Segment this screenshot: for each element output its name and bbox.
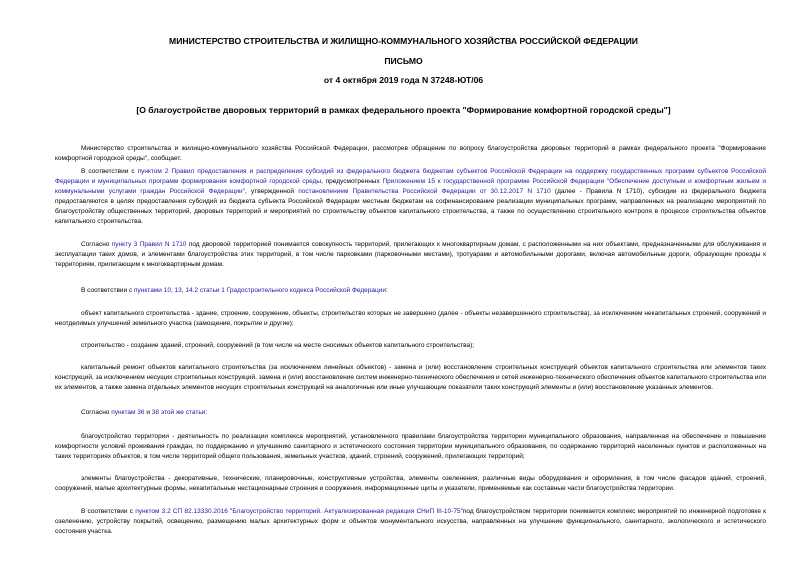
link-appendix-15[interactable]: Приложением 15 к государственной программе Российской Федерации "Обеспечение доступным и комфортным жильем и коммунальными услугами граждан Российской Федерации" xyxy=(55,178,766,195)
link-snip-title[interactable]: Благоустройство территорий. Актуализированная редакция СНиП III-10-75 xyxy=(232,508,461,515)
paragraph-text: под дворовой территорией понимается совокупность территорий, прилегающих к многоквартирным домам, с расположенными на них объектами, предназначенными для обслуживания и эксплуатации таких домов, и элементами благоустройства этих территорий, в том числе парковками (парковочными местами), тротуарами и автомобильными дорогами, включая автомобильные дороги, образующие проезды к территориям, прилегающим к многоквартирным домам. xyxy=(55,241,766,268)
ministry-heading: МИНИСТЕРСТВО СТРОИТЕЛЬСТВА И ЖИЛИЩНО-КОММУНАЛЬНОГО ХОЗЯЙСТВА РОССИЙСКОЙ ФЕДЕРАЦИИ xyxy=(169,36,638,46)
definition-construction: строительство - создание зданий, строений, сооружений (в том числе на месте сносимых объектов капитального строительства); xyxy=(81,342,475,349)
paragraph-text: , предусмотренных xyxy=(321,178,383,185)
date-number-heading: от 4 октября 2019 года N 37248-ЮТ/06 xyxy=(323,75,484,85)
definition-landscaping: благоустройство территории - деятельность по реализации комплекса мероприятий, установленного правилами благоустройства территории муниципального образования, направленная на обеспечение и повышение комфортности условий проживания граждан, по поддержанию и улучшению санитарного и эстетического состояния территории муниципального образования, по содержанию территорий населенных пунктов и расположенных на таких территориях объектов, в том числе территорий общего пользования, земельных участков, зданий, строений, сооружений, прилегающих территорий; xyxy=(55,433,766,460)
link-sp-82-item[interactable]: пунктом 3.2 СП 82.13330.2016 xyxy=(135,508,228,515)
paragraph-text: : xyxy=(205,409,208,416)
paragraph-text: (далее - Правила N 1710), субсидии из федерального бюджета предоставляются в целях предоставления субсидий из бюджета субъекта Российской Федерации местным бюджетам на софинансирование реализации муниципальных программ, направленных на реализацию мероприятий по благоустройству общественных территорий, дворовых территорий и мероприятий по строительству объектов капитального строительства, а также по осуществлению строительного контроля в процессе строительства объектов капитального строительства. xyxy=(55,188,766,225)
definition-landscaping-elements: элементы благоустройства - декоративные, технические, планировочные, конструктивные устройства, элементы озеленения, различные виды оборудования и оформления, в том числе фасадов зданий, строений, сооружений, малые архитектурные формы, некапитальные нестационарные строения и сооружения, информационные щиты и указатели, применяемые как составные части благоустройства территории. xyxy=(55,475,766,492)
link-resolution-1710[interactable]: постановлением Правительства Российской Федерации от 30.12.2017 N 1710 xyxy=(298,188,551,195)
paragraph-text: , утвержденной xyxy=(245,188,299,195)
link-item-38[interactable]: 38 этой же статьи xyxy=(151,409,206,416)
link-urban-code-items[interactable]: пунктами 10, 13, 14.2 статьи 1 Градостроительного кодекса Российской Федерации xyxy=(134,287,386,294)
paragraph-rules-1710 xyxy=(55,167,766,227)
paragraph-text: Согласно xyxy=(81,241,112,248)
link-rules-item-2[interactable]: пунктом 2 Правил предоставления и распределения субсидий из федерального бюджета бюджетам субъектов Российской Федерации на поддержку государственных программ субъектов Российской Федерации и муниципальных программ формирования комфортной городской среды xyxy=(55,168,766,185)
link-item-36[interactable]: пунктам 36 xyxy=(111,409,145,416)
link-rules-item-3[interactable]: пункту 3 Правил N 1710 xyxy=(111,241,187,248)
paragraph-text: В соответствии с xyxy=(81,168,138,175)
paragraph-text: " xyxy=(227,508,233,515)
document-title: [О благоустройстве дворовых территорий в рамках федерального проекта "Формирование комфортной городской среды"] xyxy=(136,105,671,115)
paragraph-text: В соответствии с xyxy=(81,508,136,515)
definition-capital-repair: капитальный ремонт объектов капитального строительства (за исключением линейных объектов) - замена и (или) восстановление строительных конструкций объектов капитального строительства или элементов таких конструкций, за исключением несущих строительных конструкций, замена и (или) восстановление систем инженерно-технического обеспечения и сетей инженерно-технического обеспечения объектов капитального строительства или их элементов, а также замена отдельных элементов несущих строительных конструкций на аналогичные или иные улучшающие показатели таких конструкций элементы и (или) восстановление указанных элементов. xyxy=(55,364,766,391)
paragraph-urban-code-ref xyxy=(81,286,388,296)
paragraph-sp-82 xyxy=(55,507,766,537)
paragraph-text: : xyxy=(386,287,388,294)
doc-type-heading: ПИСЬМО xyxy=(384,56,423,66)
paragraph-text: Согласно xyxy=(81,409,112,416)
paragraph-article-items-ref xyxy=(81,408,207,418)
paragraph-yard-territory xyxy=(55,240,766,270)
paragraph-intro: Министерство строительства и жилищно-коммунального хозяйства Российской Федерации, рассмотрев обращение по вопросу благоустройства дворовых территорий в рамках федерального проекта "Формирование комфортной городской среды", сообщает. xyxy=(55,145,766,162)
paragraph-text: В соответствии с xyxy=(81,287,135,294)
paragraph-text: и xyxy=(144,409,152,416)
paragraph-text: "под благоустройством территории понимается комплекс мероприятий по инженерной подготовке к озеленению, устройству покрытий, освещению, размещению малых архитектурных форм и объектов монументального искусства, направленных на улучшение функционального, санитарного, экологического и эстетического состояния участка. xyxy=(55,508,766,535)
definition-capital-object: объект капитального строительства - здание, строение, сооружение, объекты, строительство которых не завершено (далее - объекты незавершенного строительства), за исключением некапитальных строений, сооружений и неотделимых улучшений земельного участка (замощение, покрытие и другие); xyxy=(55,310,766,327)
